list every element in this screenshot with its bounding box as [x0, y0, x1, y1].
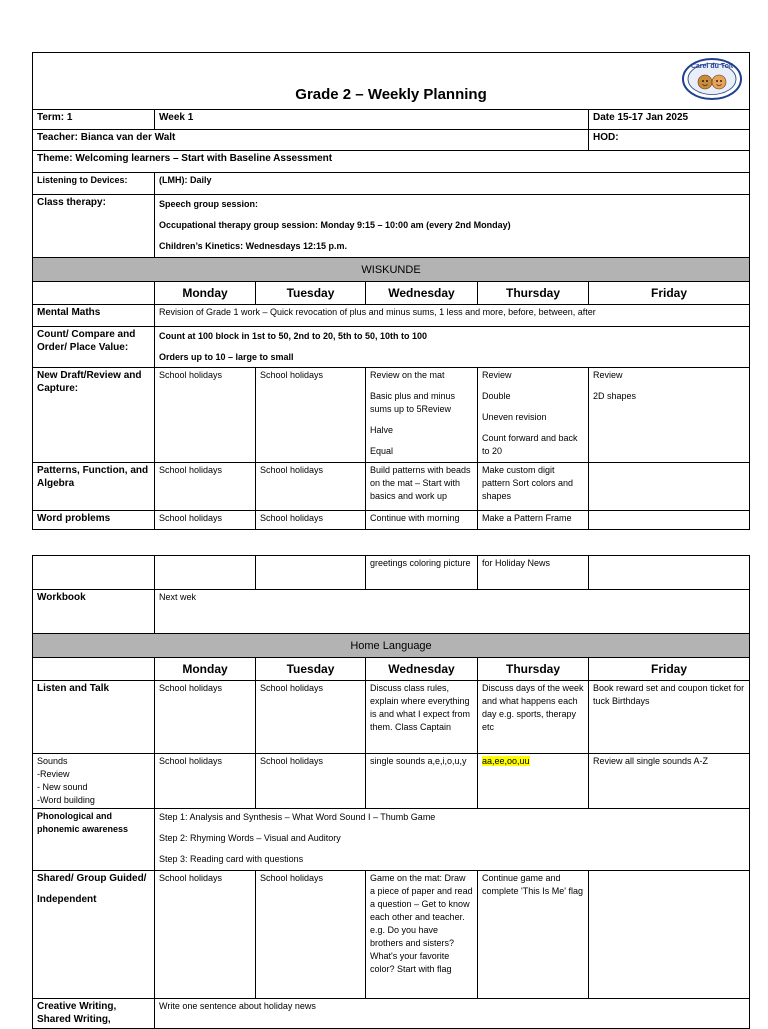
mental-maths-text: Revision of Grade 1 work – Quick revocation of plus and minus sums, 1 less and more, before, between, after — [155, 305, 750, 327]
day-header-blank — [33, 658, 155, 681]
listen-cell-tuesday: School holidays — [256, 681, 366, 754]
sounds-cell-tuesday: School holidays — [256, 754, 366, 809]
page-title: Grade 2 – Weekly Planning — [295, 86, 487, 103]
listen-cell-monday: School holidays — [155, 681, 256, 754]
cell-line: 2D shapes — [593, 391, 637, 401]
patterns-cell-thursday: Make custom digit pattern Sort colors and shapes — [478, 463, 589, 511]
listen-cell-wednesday: Discuss class rules, explain where everything is and what I expect from them. Class Captain — [366, 681, 478, 754]
phon-step: Step 3: Reading card with questions — [159, 854, 304, 864]
phon-step: Step 1: Analysis and Synthesis – What Word Sound I – Thumb Game — [159, 812, 436, 822]
cell-line: Count forward and back to 20 — [482, 433, 578, 456]
row-label-mental-maths: Mental Maths — [33, 305, 155, 327]
listen-cell-thursday: Discuss days of the week and what happens each day e.g. sports, therapy etc — [478, 681, 589, 754]
cont-cell-monday — [155, 556, 256, 590]
cell-line: Basic plus and minus sums up to 5Review — [370, 391, 456, 414]
day-header-monday: Monday — [155, 658, 256, 681]
shared-cell-friday — [589, 871, 750, 999]
count-line: Count at 100 block in 1st to 50, 2nd to 20, 5th to 50, 10th to 100 — [159, 331, 428, 341]
day-header-tuesday: Tuesday — [256, 282, 366, 305]
cont-cell-thursday: for Holiday News — [478, 556, 589, 590]
sounds-sub-line: - New sound — [37, 782, 88, 792]
sounds-sub-line: -Review — [37, 769, 70, 779]
day-header-tuesday: Tuesday — [256, 658, 366, 681]
cell-line: Halve — [370, 425, 394, 435]
draft-cell-thursday — [478, 368, 589, 463]
sounds-label: Sounds — [37, 756, 68, 766]
draft-cell-friday — [589, 368, 750, 463]
therapy-line: Occupational therapy group session: Monday 9:15 – 10:00 am (every 2nd Monday) — [159, 220, 511, 230]
cell-line: Equal — [370, 446, 394, 456]
cell-line: Review on the mat — [370, 370, 445, 380]
cont-cell-label — [33, 556, 155, 590]
patterns-cell-wednesday: Build patterns with beads on the mat – Start with basics and work up — [366, 463, 478, 511]
workbook-text: Next wek — [155, 590, 750, 634]
school-logo — [681, 57, 743, 101]
word-cell-wednesday: Continue with morning — [366, 511, 478, 530]
creative-writing-text: Write one sentence about holiday news — [155, 999, 750, 1029]
term-cell: Term: 1 — [33, 110, 155, 130]
theme-cell: Theme: Welcoming learners – Start with Baseline Assessment — [33, 151, 750, 173]
row-label-listen-talk: Listen and Talk — [33, 681, 155, 754]
therapy-line: Speech group session: — [159, 199, 259, 209]
sounds-cell-monday: School holidays — [155, 754, 256, 809]
day-header-wednesday: Wednesday — [366, 282, 478, 305]
row-label-phonological: Phonological and phonemic awareness — [33, 809, 155, 871]
day-header-wednesday: Wednesday — [366, 658, 478, 681]
cell-line: Review — [482, 370, 512, 380]
word-cell-friday — [589, 511, 750, 530]
section-wiskunde: WISKUNDE — [33, 258, 750, 282]
shared-cell-monday: School holidays — [155, 871, 256, 999]
cont-cell-friday — [589, 556, 750, 590]
row-label-draft: New Draft/Review and Capture: — [33, 368, 155, 463]
row-label-shared — [33, 871, 155, 999]
day-header-monday: Monday — [155, 282, 256, 305]
highlighted-sounds: aa,ee,oo,uu — [482, 756, 530, 766]
count-line: Orders up to 10 – large to small — [159, 352, 294, 362]
row-label-sounds — [33, 754, 155, 809]
hod-cell: HOD: — [589, 130, 750, 151]
shared-cell-wednesday: Game on the mat: Draw a piece of paper and read a question – Get to know each other and teacher. e.g. Do you have brothers and sisters? What's your favorite color? Start with flag — [366, 871, 478, 999]
word-cell-thursday: Make a Pattern Frame — [478, 511, 589, 530]
sounds-cell-thursday — [478, 754, 589, 809]
phon-step: Step 2: Rhyming Words – Visual and Auditory — [159, 833, 341, 843]
draft-cell-wednesday — [366, 368, 478, 463]
cont-cell-wednesday: greetings coloring picture — [366, 556, 478, 590]
cell-line: School holidays — [260, 370, 324, 380]
shared-label-line: Shared/ Group Guided/ — [37, 873, 147, 884]
sounds-sub-line: -Word building — [37, 795, 95, 805]
devices-value: (LMH): Daily — [155, 173, 750, 195]
shared-label-line: Independent — [37, 894, 97, 905]
patterns-cell-monday: School holidays — [155, 463, 256, 511]
svg-text:Carel du Toit: Carel du Toit — [690, 63, 734, 70]
cell-line: Review — [593, 370, 623, 380]
shared-cell-tuesday: School holidays — [256, 871, 366, 999]
week-cell: Week 1 — [155, 110, 589, 130]
therapy-label: Class therapy: — [33, 195, 155, 258]
listen-cell-friday: Book reward set and coupon ticket for tuck Birthdays — [589, 681, 750, 754]
day-header-blank — [33, 282, 155, 305]
sounds-cell-friday: Review all single sounds A-Z — [589, 754, 750, 809]
draft-cell-monday — [155, 368, 256, 463]
row-label-creative-writing: Creative Writing, Shared Writing, — [33, 999, 155, 1029]
row-label-word-problems: Word problems — [33, 511, 155, 530]
word-cell-monday: School holidays — [155, 511, 256, 530]
patterns-cell-friday — [589, 463, 750, 511]
weekly-planning-table-continued — [32, 555, 750, 1029]
cont-cell-tuesday — [256, 556, 366, 590]
count-text — [155, 327, 750, 368]
patterns-cell-tuesday: School holidays — [256, 463, 366, 511]
weekly-planning-table — [32, 52, 750, 530]
teacher-cell: Teacher: Bianca van der Walt — [33, 130, 589, 151]
day-header-friday: Friday — [589, 658, 750, 681]
devices-label: Listening to Devices: — [33, 173, 155, 195]
phonological-steps — [155, 809, 750, 871]
day-header-friday: Friday — [589, 282, 750, 305]
word-cell-tuesday: School holidays — [256, 511, 366, 530]
therapy-line: Children’s Kinetics: Wednesdays 12:15 p.m. — [159, 241, 348, 251]
cell-line: Uneven revision — [482, 412, 547, 422]
shared-cell-thursday: Continue game and complete 'This Is Me' flag — [478, 871, 589, 999]
title-cell — [33, 53, 750, 110]
day-header-thursday: Thursday — [478, 282, 589, 305]
date-cell: Date 15-17 Jan 2025 — [589, 110, 750, 130]
row-label-count: Count/ Compare and Order/ Place Value: — [33, 327, 155, 368]
section-home-language: Home Language — [33, 634, 750, 658]
row-label-workbook: Workbook — [33, 590, 155, 634]
therapy-value — [155, 195, 750, 258]
row-label-patterns: Patterns, Function, and Algebra — [33, 463, 155, 511]
draft-cell-tuesday — [256, 368, 366, 463]
day-header-thursday: Thursday — [478, 658, 589, 681]
cell-line: School holidays — [159, 370, 223, 380]
cell-line: Double — [482, 391, 511, 401]
sounds-cell-wednesday: single sounds a,e,i,o,u,y — [366, 754, 478, 809]
